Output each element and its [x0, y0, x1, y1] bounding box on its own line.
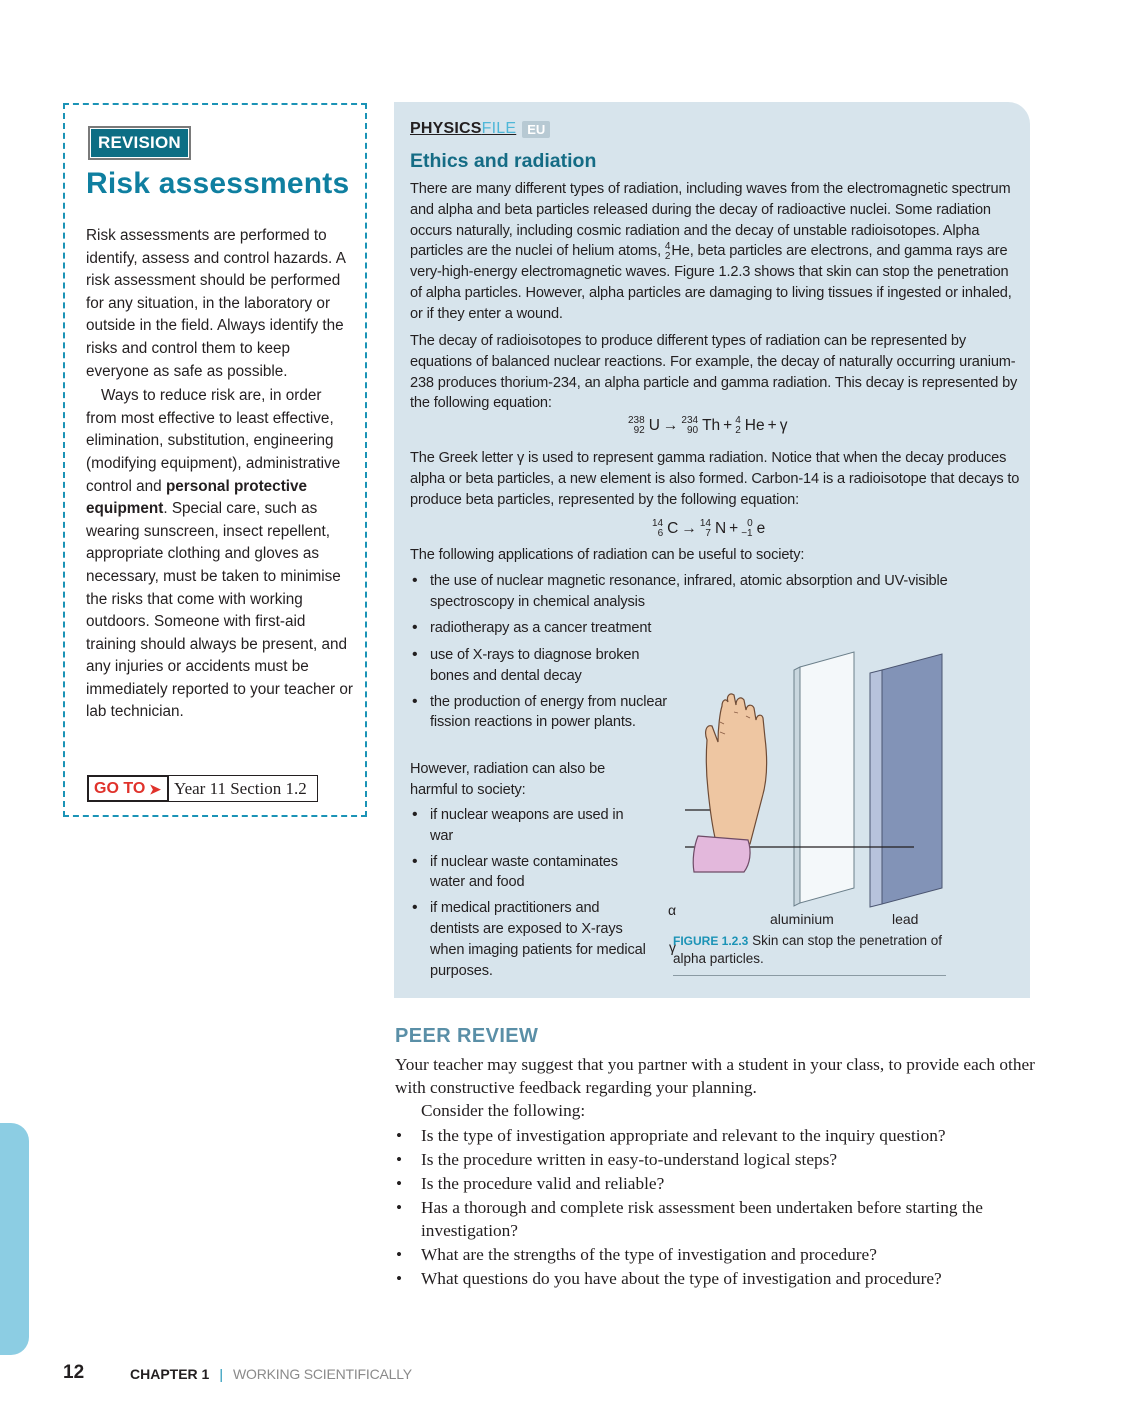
brand-part-2: FILE: [481, 120, 517, 137]
e-number: −1: [741, 528, 753, 539]
plus-sign: +: [729, 520, 739, 537]
th-symbol: Th: [702, 417, 721, 434]
physicsfile-paragraph-1: [410, 179, 1020, 325]
th-notation: [681, 416, 698, 436]
revision-paragraph-2-bold: personal protective equipment: [86, 477, 308, 518]
revision-paragraph-1: Risk assessments are performed to identify, assess and control hazards. A risk assessment should be performed for any situation, in the laboratory or outside in the field. Always identify the risks and control them to keep everyone as safe as possible.: [86, 227, 346, 380]
gamma-label: γ: [669, 939, 676, 955]
plus-sign: +: [767, 417, 777, 434]
c-mass: 14: [652, 518, 664, 529]
e-notation: [741, 519, 752, 539]
list-item: • Is the procedure valid and reliable?: [395, 1172, 1035, 1195]
physicsfile-paragraph-4: The following applications of radiation can be useful to society:: [410, 547, 805, 563]
u-notation: [628, 416, 645, 436]
revision-paragraph-2-end: . Special care, such as wearing sunscreen, insect repellent, appropriate clothing and gloves as necessary, must be taken to minimise the risks that come with working outdoors. Someone with first-aid training should always be present, and any injuries or accidents must be immediately reported to your teacher or lab technician.: [86, 500, 353, 721]
goto-reference[interactable]: Year 11 Section 1.2: [169, 775, 318, 802]
c-symbol: C: [667, 520, 679, 537]
list-item: • Is the procedure written in easy-to-understand logical steps?: [395, 1148, 1035, 1171]
useful-list-bottom: [410, 645, 670, 738]
carbon-decay-equation: [652, 519, 765, 539]
figure-illustration: [664, 650, 1014, 930]
revision-box: [63, 103, 367, 817]
n-mass: 14: [699, 518, 711, 529]
n-number: 7: [705, 528, 711, 539]
physicsfile-paragraph-2: The decay of radioisotopes to produce different types of radiation can be represented by equations of balanced nuclear reactions. For example, the decay of naturally occurring uranium-238 produces thorium-234, an alpha particle and gamma radiation. This decay is represented by the following equation:: [410, 333, 1018, 412]
list-item: • What are the strengths of the type of investigation and procedure?: [395, 1243, 1035, 1266]
list-item: • Has a thorough and complete risk assessment been undertaken before starting the investigation?: [395, 1196, 1035, 1242]
th-number: 90: [686, 425, 699, 436]
reaction-arrow-icon: →: [662, 417, 679, 434]
arrow-right-icon: ➤: [149, 780, 161, 797]
goto-link[interactable]: [87, 775, 318, 802]
lead-sheet: [882, 654, 942, 904]
list-item: • What questions do you have about the type of investigation and procedure?: [395, 1267, 1035, 1290]
revision-title: Risk assessments: [86, 167, 350, 200]
revision-tag: REVISION: [88, 126, 191, 160]
hand-shape: [706, 694, 767, 844]
he-number: 2: [664, 250, 671, 262]
list-item: • if nuclear weapons are used in war: [410, 805, 650, 847]
c-notation: [652, 519, 663, 539]
uranium-decay-equation: [628, 416, 787, 436]
gamma-symbol: γ: [779, 417, 788, 434]
reaction-arrow-icon: →: [681, 520, 697, 537]
list-item: • if medical practitioners and dentists are exposed to X-rays when imaging patients for medical purposes.: [410, 898, 650, 981]
aluminium-sheet-edge: [794, 667, 800, 906]
list-item: • radiotherapy as a cancer treatment: [410, 618, 1010, 639]
chapter-side-tab: [0, 1123, 29, 1355]
plus-sign: +: [723, 417, 733, 434]
eu-badge: EU: [522, 121, 550, 138]
list-item: • the production of energy from nuclear fission reactions in power plants.: [410, 692, 670, 734]
list-item: • the use of nuclear magnetic resonance, infrared, atomic absorption and UV-visible spectroscopy in chemical analysis: [410, 571, 1010, 613]
brand-part-1: PHYSICS: [410, 120, 482, 137]
u-mass: 238: [628, 415, 645, 426]
figure-divider: [673, 975, 946, 976]
lead-sheet-edge: [870, 670, 882, 907]
list-item: • if nuclear waste contaminates water and food: [410, 852, 650, 894]
peer-review-heading: PEER REVIEW: [395, 1025, 539, 1047]
he-symbol: He: [671, 243, 690, 260]
he-eq-mass: 4: [735, 415, 741, 426]
peer-review-list: [395, 1124, 1035, 1290]
footer-separator: |: [219, 1366, 223, 1382]
he-notation: [735, 416, 741, 436]
sleeve-cuff: [693, 836, 750, 872]
revision-body: [86, 225, 354, 724]
e-mass: 0: [747, 518, 753, 529]
section-label: WORKING SCIENTIFICALLY: [233, 1366, 412, 1382]
peer-review-consider: Consider the following:: [421, 1101, 586, 1120]
he-nuclide-notation: [665, 242, 670, 262]
he-eq-number: 2: [735, 425, 741, 436]
physicsfile-title: Ethics and radiation: [410, 150, 597, 172]
c-number: 6: [657, 528, 664, 539]
harmful-list: [410, 805, 650, 986]
list-item: • Is the type of investigation appropriate and relevant to the inquiry question?: [395, 1124, 1035, 1147]
alpha-label: α: [668, 902, 677, 918]
he-mass: 4: [664, 240, 671, 252]
physicsfile-brand: [410, 120, 516, 138]
physicsfile-paragraph-3: The Greek letter γ is used to represent gamma radiation. Notice that when the decay produces alpha or beta particles, a new element is also formed. Carbon-14 is a radioisotope that decays to produce beta particles, represented by the following equation:: [410, 450, 1020, 508]
goto-label: GO TO: [94, 780, 146, 797]
physicsfile-panel: [394, 102, 1030, 998]
u-number: 92: [633, 425, 645, 436]
figure-caption: [673, 932, 948, 968]
revision-paragraph-2: [86, 385, 354, 724]
goto-button[interactable]: [87, 775, 169, 802]
page-number: 12: [63, 1362, 85, 1383]
aluminium-label: aluminium: [770, 911, 834, 927]
figure-caption-label: FIGURE 1.2.3: [673, 934, 749, 948]
peer-review-body: [395, 1053, 1035, 1291]
aluminium-sheet: [800, 652, 854, 903]
revision-paragraph-2-start: Ways to reduce risk are, in order from most effective to least effective, elimination, substitution, engineering (modifying equipment), administrative control and: [86, 387, 341, 495]
chapter-label: CHAPTER 1: [130, 1366, 210, 1382]
p1-text-a: There are many different types of radiation, including waves from the electromagnetic spectrum and alpha and beta particles released during the decay of radioactive nuclei. Some radiation occurs naturally, including cosmic radiation and the decay of unstable radioisotopes. Alpha particles are the nuclei of helium atoms,: [410, 181, 1011, 260]
physicsfile-paragraph-5: However, radiation can also be harmful to society:: [410, 761, 606, 798]
peer-review-intro: Your teacher may suggest that you partner with a student in your class, to provide each other with constructive feedback regarding your planning.: [395, 1055, 1035, 1097]
u-symbol: U: [648, 417, 660, 434]
he-eq-symbol: He: [744, 417, 765, 434]
lead-label: lead: [892, 911, 919, 927]
n-notation: [700, 519, 711, 539]
n-symbol: N: [714, 520, 727, 537]
useful-list-top: [410, 571, 1010, 643]
figure-radiation-penetration: [664, 650, 1014, 980]
figure-caption-text: Skin can stop the penetration of alpha particles.: [673, 933, 942, 966]
e-symbol: e: [756, 520, 766, 537]
list-item: • use of X-rays to diagnose broken bones and dental decay: [410, 645, 670, 687]
th-mass: 234: [681, 415, 699, 426]
p1-text-b: , beta particles are electrons, and gamma rays are very-high-energy electromagnetic waves. Figure 1.2.3 shows that skin can stop the penetration of alpha particles. However, alpha particles are damaging to living tissues if ingested or inhaled, or if they enter a wound.: [410, 243, 1012, 322]
physicsfile-header: [410, 120, 550, 138]
chapter-footer: [130, 1366, 412, 1382]
